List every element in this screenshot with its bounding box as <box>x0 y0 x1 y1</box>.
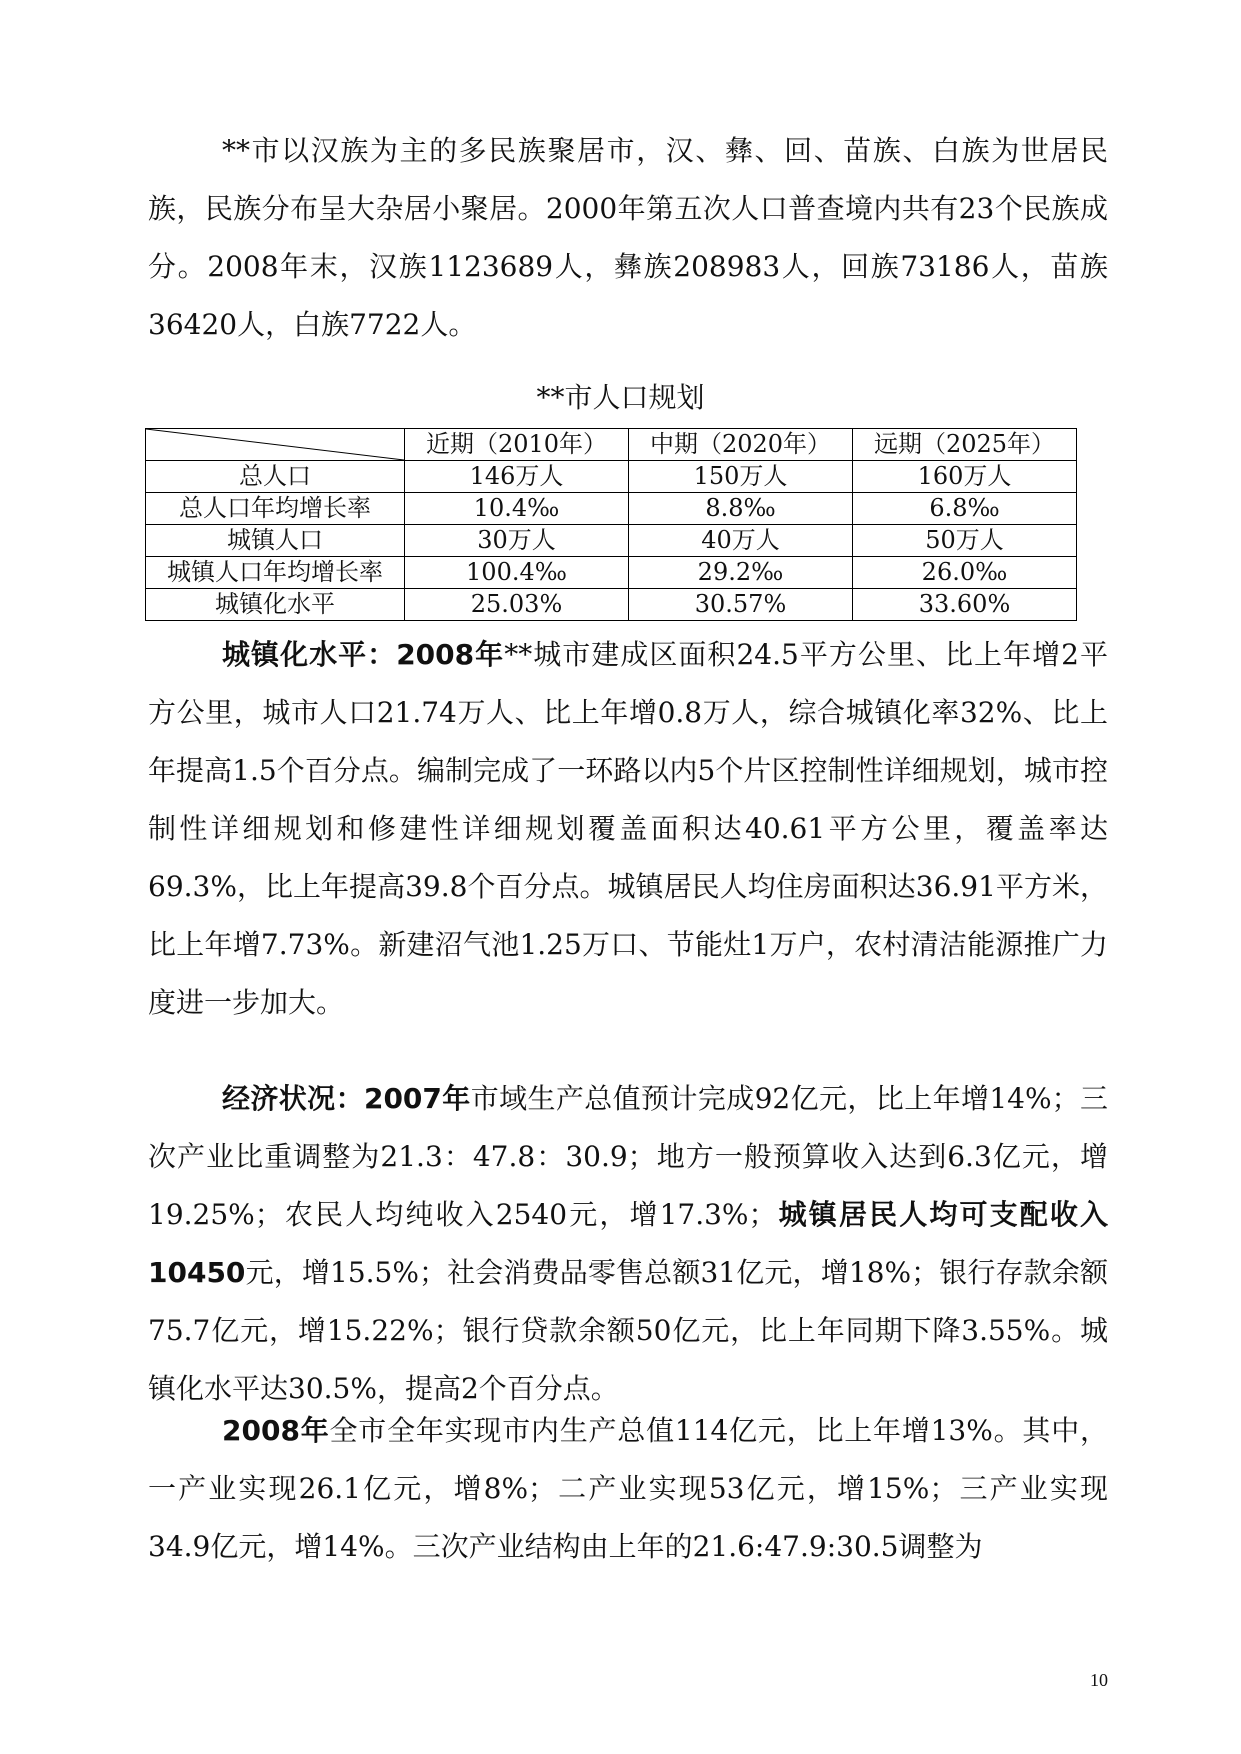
table-cell: 146万人 <box>405 461 629 493</box>
y2008-body: 全市全年实现市内生产总值114亿元，比上年增13%。其中，一产业实现26.1亿元，增8%；二产业实现53亿元，增15%；三产业实现34.9亿元，增14%。三次产业结构由上年的21.6:47.9:30.5调整为 <box>148 1414 1108 1563</box>
table-row <box>146 589 1077 621</box>
table-row <box>146 493 1077 525</box>
table-cell: 8.8‰ <box>629 493 853 525</box>
table-cell: 30万人 <box>405 525 629 557</box>
table-corner-cell <box>146 429 405 461</box>
table-cell: 30.57% <box>629 589 853 621</box>
page-number: 10 <box>1090 1670 1108 1690</box>
row-label: 城镇化水平 <box>146 589 405 621</box>
table-cell: 40万人 <box>629 525 853 557</box>
table-cell: 50万人 <box>853 525 1077 557</box>
table-header-row <box>146 429 1077 461</box>
row-label: 城镇人口 <box>146 525 405 557</box>
table-cell: 26.0‰ <box>853 557 1077 589</box>
header-mid-term: 中期（2020年） <box>629 429 853 461</box>
urbanization-paragraph <box>148 626 1108 1032</box>
y2008-lead: 2008年 <box>222 1414 330 1447</box>
table-row <box>146 461 1077 493</box>
y2008-paragraph <box>148 1402 1108 1576</box>
diagonal-line-icon <box>146 429 404 460</box>
table-cell: 150万人 <box>629 461 853 493</box>
population-plan-table <box>145 428 1077 621</box>
row-label: 总人口年均增长率 <box>146 493 405 525</box>
economy-body-2: 元，增15.5%；社会消费品零售总额31亿元，增18%；银行存款余额75.7亿元，增15.22%；银行贷款余额50亿元，比上年同期下降3.55%。城镇化水平达30.5%，提高2个百分点。 <box>148 1256 1108 1405</box>
table-cell: 100.4‰ <box>405 557 629 589</box>
row-label: 城镇人口年均增长率 <box>146 557 405 589</box>
table-cell: 6.8‰ <box>853 493 1077 525</box>
header-near-term: 近期（2010年） <box>405 429 629 461</box>
table-cell: 25.03% <box>405 589 629 621</box>
intro-paragraph: **市以汉族为主的多民族聚居市，汉、彝、回、苗族、白族为世居民族，民族分布呈大杂居小聚居。2000年第五次人口普查境内共有23个民族成分。2008年末，汉族1123689人，彝族208983人，回族73186人，苗族36420人，白族7722人。 <box>148 134 1108 341</box>
row-label: 总人口 <box>146 461 405 493</box>
table-cell: 160万人 <box>853 461 1077 493</box>
table-cell: 10.4‰ <box>405 493 629 525</box>
economy-lead: 经济状况：2007年 <box>222 1082 471 1115</box>
urbanization-lead: 城镇化水平：2008年 <box>222 638 505 671</box>
table-cell: 33.60% <box>853 589 1077 621</box>
header-long-term: 远期（2025年） <box>853 429 1077 461</box>
table-row <box>146 557 1077 589</box>
economy-paragraph <box>148 1070 1108 1418</box>
table-row <box>146 525 1077 557</box>
table-cell: 29.2‰ <box>629 557 853 589</box>
economy-body-1: 市域生产总值预计完成92亿元，比上年增14%；三次产业比重调整为21.3：47.8：30.9；地方一般预算收入达到6.3亿元，增19.25%；农民人均纯收入2540元，增17.3%； <box>148 1082 1108 1231</box>
economy-bold-income: 城镇居民人均可支配收入10450 <box>148 1198 1108 1289</box>
table-caption: **市人口规划 <box>536 381 705 414</box>
urbanization-body: **城市建成区面积24.5平方公里、比上年增2平方公里，城市人口21.74万人、比上年增0.8万人，综合城镇化率32%、比上年提高1.5个百分点。编制完成了一环路以内5个片区控制性详细规划，城市控制性详细规划和修建性详细规划覆盖面积达40.61平方公里，覆盖率达69.3%，比上年提高39.8个百分点。城镇居民人均住房面积达36.91平方米，比上年增7.73%。新建沼气池1.25万口、节能灶1万户，农村清洁能源推广力度进一步加大。 <box>148 638 1108 1019</box>
